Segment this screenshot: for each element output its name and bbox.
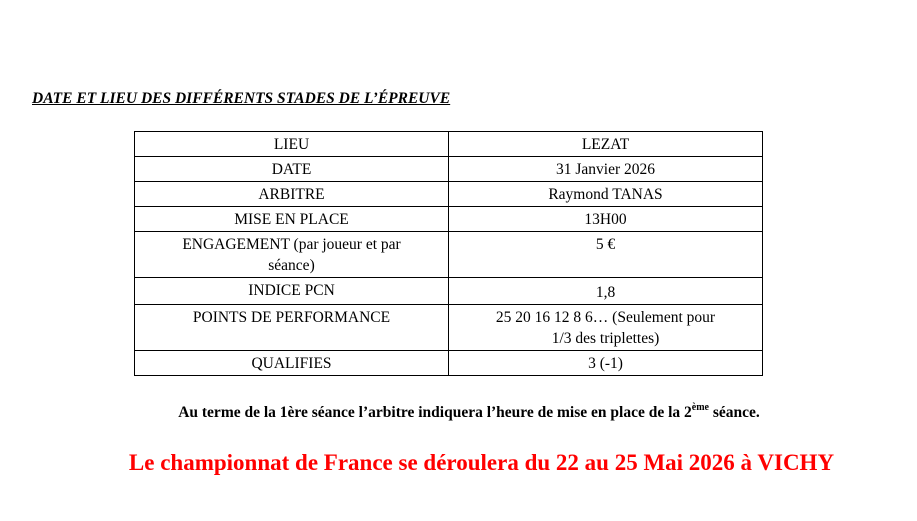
row-value-qualifies: 3 (-1) (449, 351, 763, 376)
table-row (135, 232, 763, 278)
section-heading: DATE ET LIEU DES DIFFÉRENTS STADES DE L’ÉPREUVE (32, 90, 451, 107)
table-row (135, 305, 763, 351)
row-label-date: DATE (135, 157, 449, 182)
row-label-arbitre: ARBITRE (135, 182, 449, 207)
row-value-date: 31 Janvier 2026 (449, 157, 763, 182)
row-label-lieu: LIEU (135, 132, 449, 157)
table-row (135, 182, 763, 207)
table-row (135, 278, 763, 305)
row-value-lieu: LEZAT (449, 132, 763, 157)
row-value-points-performance: 25 20 16 12 8 6… (Seulement pour 1/3 des triplettes) (449, 305, 763, 351)
row-label-indice-pcn: INDICE PCN (135, 278, 449, 305)
row-label-qualifies: QUALIFIES (135, 351, 449, 376)
row-label-points-performance: POINTS DE PERFORMANCE (135, 305, 449, 351)
session-note-superscript: ème (691, 402, 709, 413)
table-row (135, 351, 763, 376)
row-label-engagement: ENGAGEMENT (par joueur et par séance) (135, 232, 449, 278)
row-value-engagement: 5 € (449, 232, 763, 278)
row-value-indice-pcn: 1,8 (449, 278, 763, 305)
row-value-arbitre: Raymond TANAS (449, 182, 763, 207)
championship-announcement: Le championnat de France se déroulera du 22 au 25 Mai 2026 à VICHY (128, 450, 835, 475)
session-note-end: séance. (709, 404, 760, 421)
row-label-mise-en-place: MISE EN PLACE (135, 207, 449, 232)
table-row (135, 132, 763, 157)
session-note-text: Au terme de la 1ère séance l’arbitre indiquera l’heure de mise en place de la 2 (178, 404, 692, 421)
table-row (135, 207, 763, 232)
session-note (0, 404, 917, 422)
table-row (135, 157, 763, 182)
row-value-mise-en-place: 13H00 (449, 207, 763, 232)
event-details-table (134, 131, 763, 376)
